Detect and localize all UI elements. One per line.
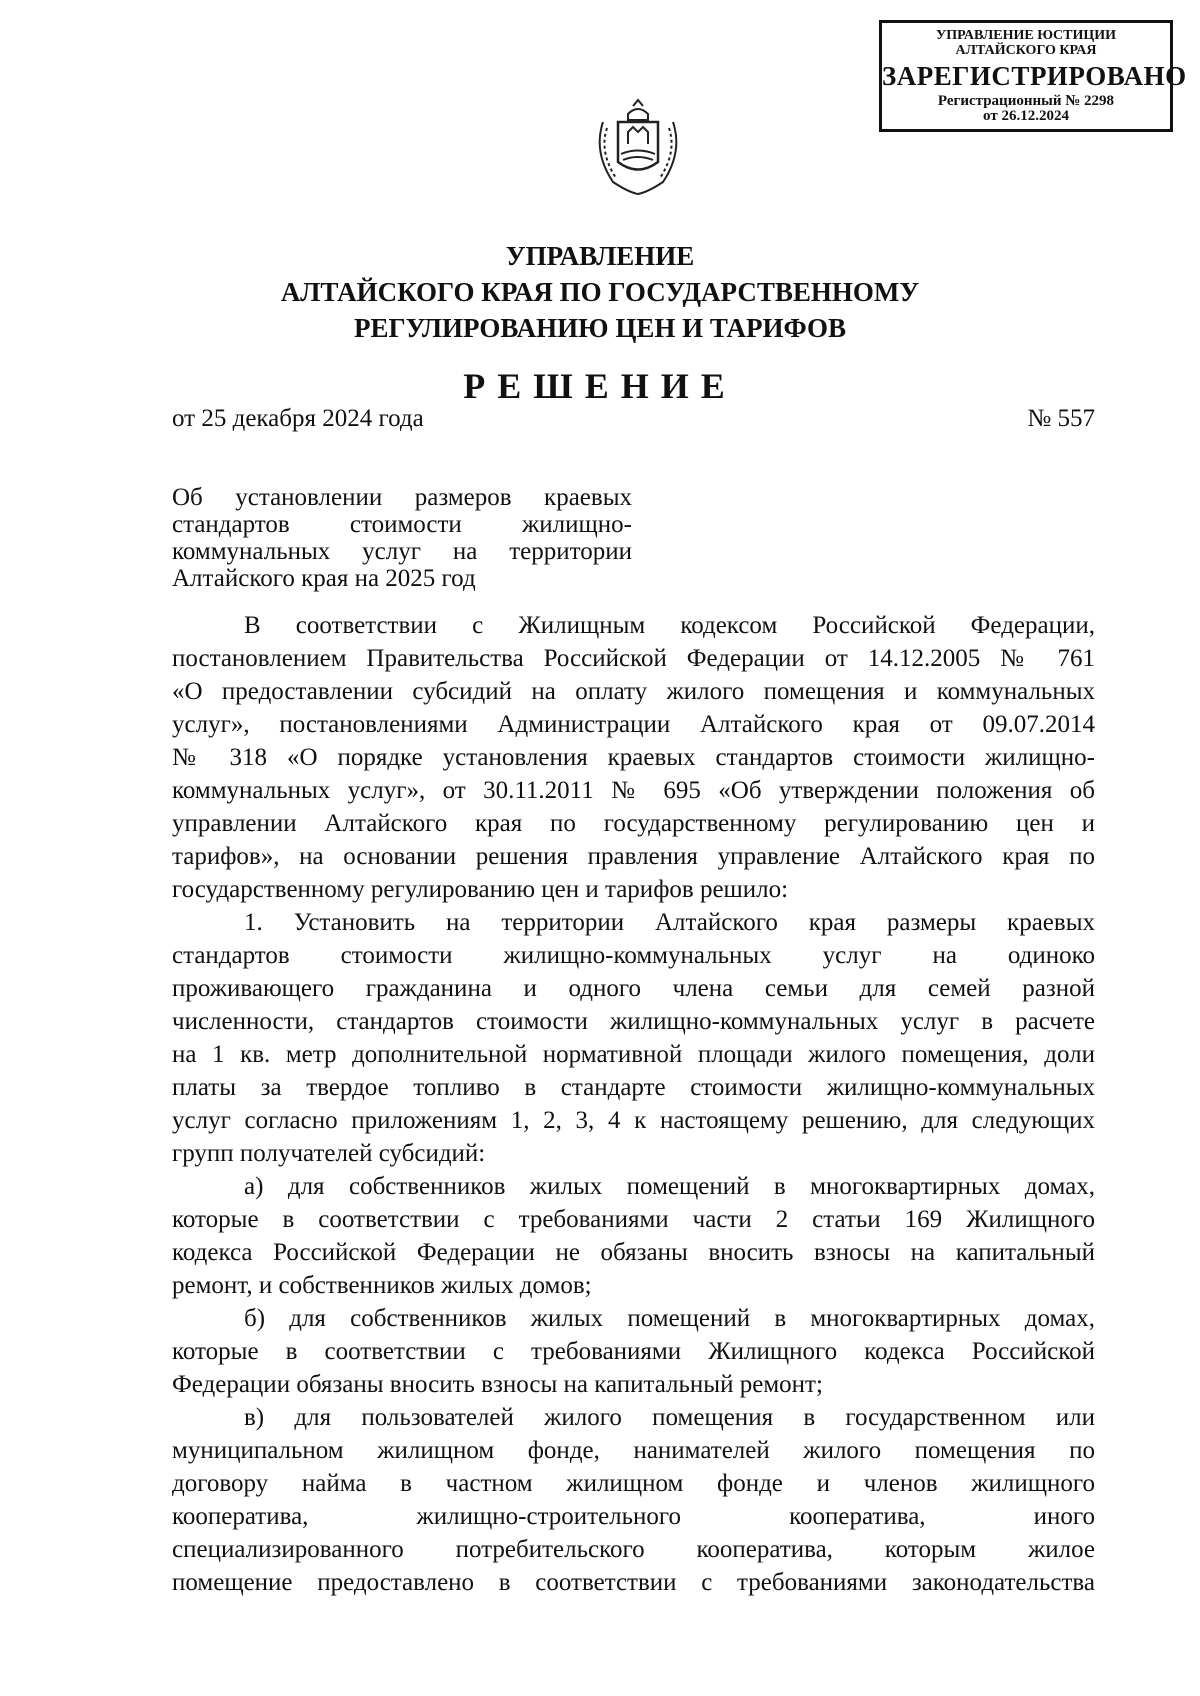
- body-line: б) для собственников жилых помещений в многоквартирных домах,: [244, 1305, 1095, 1332]
- body-line: кодекса Российской Федерации не обязаны вносить взносы на капитальный: [172, 1239, 1095, 1266]
- coat-of-arms-icon: [583, 92, 693, 202]
- org-line: УПРАВЛЕНИЕ: [505, 241, 695, 271]
- organization-name: [0, 238, 1200, 346]
- body-line: помещение предоставлено в соответствии с требованиями законодательства: [172, 1569, 1095, 1596]
- body-line: Федерации обязаны вносить взносы на капитальный ремонт;: [172, 1371, 823, 1398]
- body-line: управлении Алтайского края по государственному регулированию цен и: [172, 810, 1095, 837]
- body-line: которые в соответствии с требованиями Жилищного кодекса Российской: [172, 1338, 1095, 1365]
- body-line: № 318 «О порядке установления краевых стандартов стоимости жилищно-: [172, 744, 1095, 771]
- body-line: которые в соответствии с требованиями части 2 статьи 169 Жилищного: [172, 1206, 1095, 1233]
- stamp-authority-line-2: АЛТАЙСКОГО КРАЯ: [955, 42, 1097, 58]
- body-line: численности, стандартов стоимости жилищно-коммунальных услуг в расчете: [172, 1008, 1095, 1035]
- document-type: РЕШЕНИЕ: [463, 366, 737, 406]
- body-line: коммунальных услуг», от 30.11.2011 № 695 «Об утверждении положения об: [172, 777, 1095, 804]
- body-line: специализированного потребительского кооператива, которым жилое: [172, 1536, 1095, 1563]
- document-number: № 557: [1027, 405, 1095, 432]
- stamp-status: ЗАРЕГИСТРИРОВАНО: [882, 61, 1187, 92]
- body-line: услуг», постановлениями Администрации Алтайского края от 09.07.2014: [172, 711, 1095, 738]
- stamp-reg-number: Регистрационный № 2298: [937, 92, 1115, 109]
- body-line: В соответствии с Жилищным кодексом Российской Федерации,: [244, 612, 1095, 639]
- body-line: тарифов», на основании решения правления управление Алтайского края по: [172, 843, 1095, 870]
- document-date: от 25 декабря 2024 года: [172, 405, 424, 432]
- body-line: на 1 кв. метр дополнительной нормативной площади жилого помещения, доли: [172, 1041, 1095, 1068]
- body-line: «О предоставлении субсидий на оплату жилого помещения и коммунальных: [172, 678, 1095, 705]
- body-line: 1. Установить на территории Алтайского края размеры краевых: [244, 909, 1095, 936]
- body-line: кооператива, жилищно-строительного кооператива, иного: [172, 1503, 1095, 1530]
- body-line: стандартов стоимости жилищно-коммунальных услуг на одиноко: [172, 942, 1095, 969]
- body-line: а) для собственников жилых помещений в многоквартирных домах,: [244, 1173, 1095, 1200]
- org-line: РЕГУЛИРОВАНИЮ ЦЕН И ТАРИФОВ: [353, 313, 847, 343]
- document-subject: [172, 484, 632, 592]
- document-body: [172, 609, 1095, 1599]
- subject-line: Об установлении размеров краевых: [172, 484, 632, 511]
- body-line: постановлением Правительства Российской Федерации от 14.12.2005 № 761: [172, 645, 1095, 672]
- body-line: муниципальном жилищном фонде, нанимателей жилого помещения по: [172, 1437, 1095, 1464]
- registration-stamp: [879, 20, 1187, 132]
- stamp-authority-line-1: УПРАВЛЕНИЕ ЮСТИЦИИ: [936, 28, 1116, 43]
- subject-line: коммунальных услуг на территории: [172, 538, 632, 565]
- subject-line: стандартов стоимости жилищно-: [172, 511, 632, 538]
- body-line: услуг согласно приложениям 1, 2, 3, 4 к настоящему решению, для следующих: [172, 1107, 1095, 1134]
- body-line: в) для пользователей жилого помещения в государственном или: [244, 1404, 1095, 1431]
- body-line: проживающего гражданина и одного члена семьи для семей разной: [172, 975, 1095, 1002]
- body-line: договору найма в частном жилищном фонде и членов жилищного: [172, 1470, 1095, 1497]
- subject-line: Алтайского края на 2025 год: [172, 565, 476, 592]
- body-line: государственному регулированию цен и тарифов решило:: [172, 876, 789, 903]
- org-line: АЛТАЙСКОГО КРАЯ ПО ГОСУДАРСТВЕННОМУ: [280, 277, 920, 307]
- body-line: ремонт, и собственников жилых домов;: [172, 1272, 592, 1299]
- body-line: платы за твердое топливо в стандарте стоимости жилищно-коммунальных: [172, 1074, 1095, 1101]
- body-line: групп получателей субсидий:: [172, 1140, 486, 1167]
- stamp-reg-date: от 26.12.2024: [983, 108, 1069, 125]
